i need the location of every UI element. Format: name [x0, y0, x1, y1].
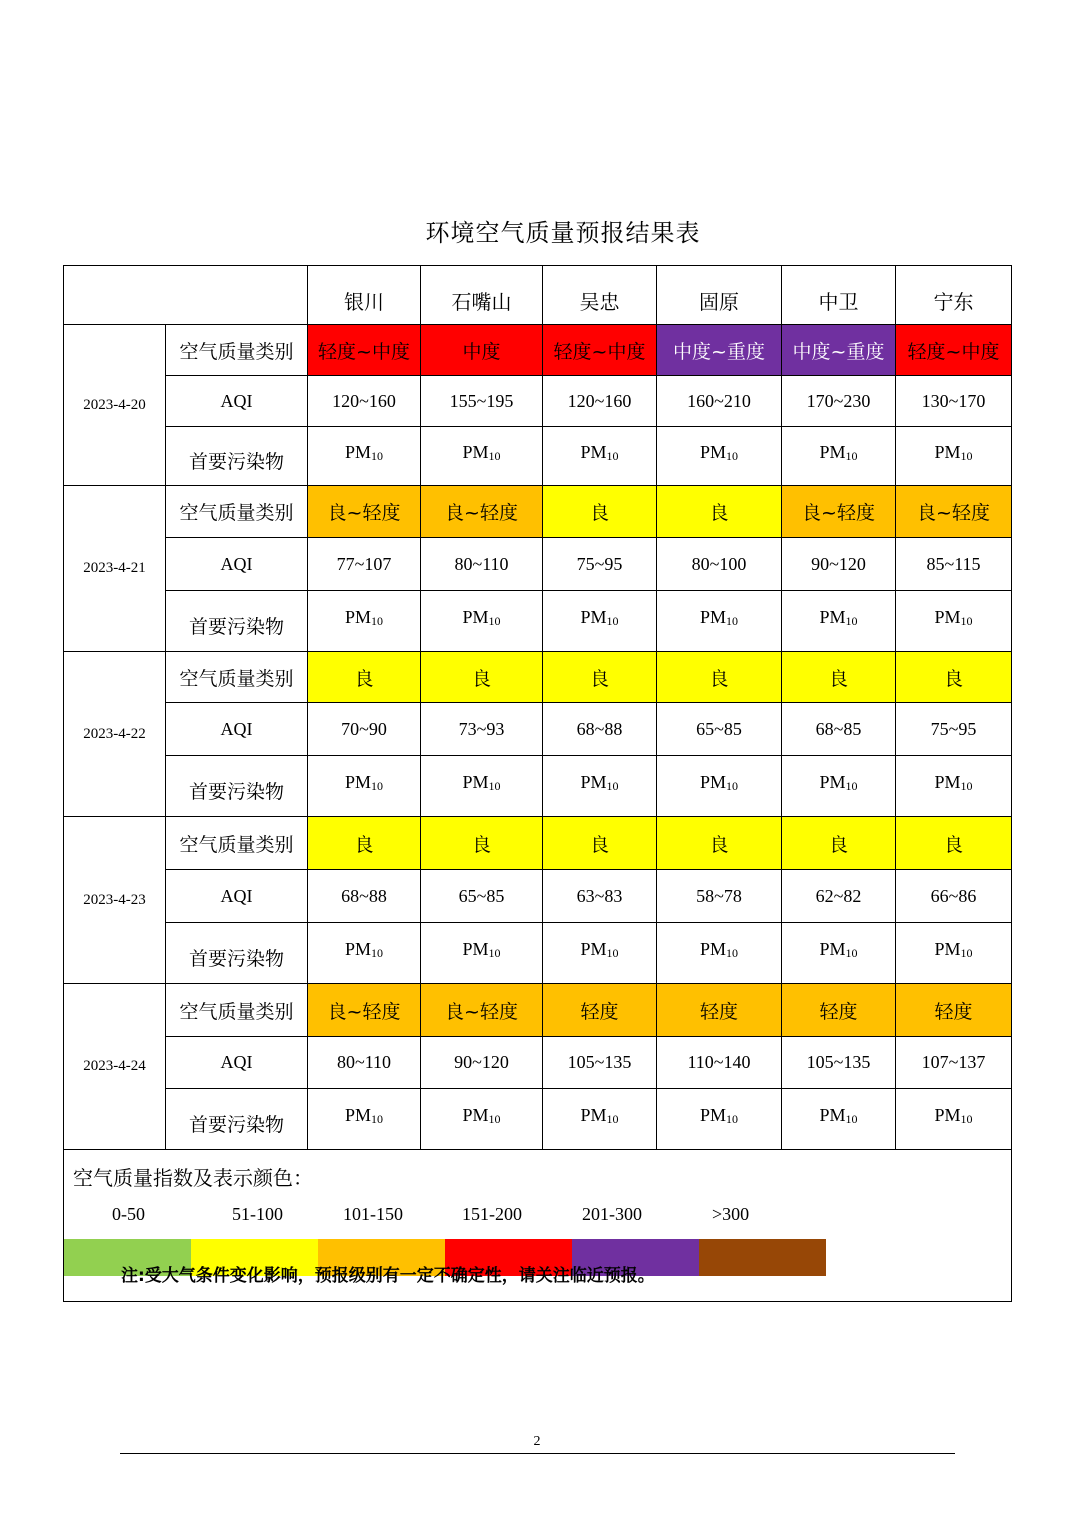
- category-cell: 良: [657, 652, 782, 703]
- pollutant-subscript: 10: [960, 449, 973, 463]
- pollutant-name: PM: [580, 1105, 607, 1125]
- pollutant-cell: [308, 427, 421, 486]
- legend-ranges: [64, 1204, 864, 1228]
- pollutant-name: PM: [699, 1105, 726, 1125]
- aqi-cell: 160~210: [657, 376, 782, 427]
- legend-swatch: [699, 1239, 826, 1276]
- aqi-row: [64, 870, 1012, 923]
- pollutant-cell: [421, 1089, 543, 1150]
- aqi-cell: 80~110: [421, 538, 543, 591]
- pollutant-name: PM: [344, 442, 371, 462]
- pollutant-subscript: 10: [845, 1112, 858, 1126]
- city-header: 银川: [308, 266, 421, 325]
- pollutant-subscript: 10: [606, 946, 619, 960]
- pollutant-cell: [782, 427, 896, 486]
- pollutant-subscript: 10: [726, 614, 738, 628]
- pollutant-row: [64, 427, 1012, 486]
- pollutant-cell: [657, 427, 782, 486]
- pollutant-subscript: 10: [371, 1112, 383, 1126]
- category-cell: 良: [896, 817, 1012, 870]
- aqi-cell: 58~78: [657, 870, 782, 923]
- pollutant-subscript: 10: [488, 779, 501, 793]
- aqi-cell: 105~135: [782, 1037, 896, 1089]
- pollutant-cell: [896, 756, 1012, 817]
- pollutant-name: PM: [699, 939, 726, 959]
- aqi-row: [64, 1037, 1012, 1089]
- legend-range-label: 101-150: [343, 1204, 403, 1224]
- category-row: [64, 486, 1012, 538]
- pollutant-cell: [421, 427, 543, 486]
- pollutant-cell: [782, 923, 896, 984]
- category-cell: 良: [782, 652, 896, 703]
- category-cell: 良: [543, 652, 657, 703]
- aqi-label: AQI: [166, 538, 308, 591]
- category-cell: 良~轻度: [421, 984, 543, 1037]
- category-cell: 轻度~中度: [543, 325, 657, 376]
- pollutant-subscript: 10: [960, 779, 973, 793]
- aqi-cell: 120~160: [308, 376, 421, 427]
- pollutant-row: [64, 1089, 1012, 1150]
- aqi-cell: 65~85: [657, 703, 782, 756]
- pollutant-name: PM: [934, 442, 961, 462]
- pollutant-cell: [308, 1089, 421, 1150]
- pollutant-subscript: 10: [488, 449, 501, 463]
- aqi-cell: 80~100: [657, 538, 782, 591]
- category-label: 空气质量类别: [166, 984, 308, 1037]
- pollutant-name: PM: [580, 442, 607, 462]
- category-row: [64, 325, 1012, 376]
- pollutant-cell: [782, 756, 896, 817]
- city-header: 固原: [657, 266, 782, 325]
- pollutant-cell: [896, 1089, 1012, 1150]
- header-row: [64, 266, 1012, 325]
- pollutant-row: [64, 756, 1012, 817]
- pollutant-cell: [657, 923, 782, 984]
- pollutant-subscript: 10: [606, 614, 619, 628]
- legend-title: 空气质量指数及表示颜色：: [73, 1166, 313, 1190]
- pollutant-name: PM: [934, 607, 961, 627]
- pollutant-subscript: 10: [845, 779, 858, 793]
- city-header: 中卫: [782, 266, 896, 325]
- category-cell: 良: [657, 817, 782, 870]
- category-cell: 中度~重度: [657, 325, 782, 376]
- pollutant-cell: [543, 591, 657, 652]
- pollutant-cell: [543, 427, 657, 486]
- pollutant-label: 首要污染物: [166, 756, 308, 817]
- pollutant-subscript: 10: [606, 449, 619, 463]
- aqi-cell: 107~137: [896, 1037, 1012, 1089]
- category-cell: 良: [308, 652, 421, 703]
- pollutant-cell: [543, 923, 657, 984]
- pollutant-subscript: 10: [371, 946, 383, 960]
- category-cell: 良: [782, 817, 896, 870]
- date-cell: 2023-4-24: [64, 984, 166, 1150]
- city-header: 吴忠: [543, 266, 657, 325]
- city-header: 石嘴山: [421, 266, 543, 325]
- pollutant-subscript: 10: [960, 1112, 973, 1126]
- category-label: 空气质量类别: [166, 486, 308, 538]
- category-label: 空气质量类别: [166, 652, 308, 703]
- aqi-label: AQI: [166, 703, 308, 756]
- aqi-row: [64, 538, 1012, 591]
- date-cell: 2023-4-22: [64, 652, 166, 817]
- aqi-cell: 68~88: [543, 703, 657, 756]
- air-quality-forecast-table: [63, 265, 1012, 1302]
- pollutant-subscript: 10: [488, 1112, 501, 1126]
- category-row: [64, 984, 1012, 1037]
- aqi-cell: 85~115: [896, 538, 1012, 591]
- pollutant-subscript: 10: [726, 1112, 738, 1126]
- corner-cell: [64, 266, 308, 325]
- legend-range-label: 0-50: [112, 1204, 145, 1224]
- aqi-cell: 73~93: [421, 703, 543, 756]
- pollutant-cell: [782, 591, 896, 652]
- pollutant-name: PM: [699, 607, 726, 627]
- pollutant-name: PM: [462, 442, 489, 462]
- category-cell: 良: [543, 817, 657, 870]
- category-cell: 良: [421, 652, 543, 703]
- category-cell: 良: [308, 817, 421, 870]
- date-cell: 2023-4-21: [64, 486, 166, 652]
- category-cell: 轻度~中度: [896, 325, 1012, 376]
- pollutant-name: PM: [819, 607, 846, 627]
- aqi-cell: 170~230: [782, 376, 896, 427]
- document-title: 环境空气质量预报结果表: [425, 219, 701, 247]
- pollutant-subscript: 10: [606, 1112, 619, 1126]
- pollutant-name: PM: [344, 772, 371, 792]
- pollutant-name: PM: [344, 607, 371, 627]
- aqi-cell: 80~110: [308, 1037, 421, 1089]
- pollutant-cell: [896, 427, 1012, 486]
- aqi-cell: 66~86: [896, 870, 1012, 923]
- pollutant-subscript: 10: [488, 614, 501, 628]
- pollutant-cell: [308, 591, 421, 652]
- pollutant-name: PM: [819, 772, 846, 792]
- aqi-label: AQI: [166, 1037, 308, 1089]
- aqi-cell: 68~85: [782, 703, 896, 756]
- pollutant-cell: [543, 1089, 657, 1150]
- pollutant-subscript: 10: [960, 946, 973, 960]
- pollutant-subscript: 10: [845, 614, 858, 628]
- aqi-cell: 75~95: [543, 538, 657, 591]
- pollutant-name: PM: [462, 607, 489, 627]
- pollutant-cell: [308, 923, 421, 984]
- aqi-cell: 77~107: [308, 538, 421, 591]
- city-header: 宁东: [896, 266, 1012, 325]
- pollutant-name: PM: [462, 1105, 489, 1125]
- pollutant-subscript: 10: [606, 779, 619, 793]
- pollutant-name: PM: [344, 939, 371, 959]
- aqi-cell: 62~82: [782, 870, 896, 923]
- page-number: 2: [533, 1434, 541, 1449]
- pollutant-subscript: 10: [371, 614, 383, 628]
- category-cell: 良~轻度: [782, 486, 896, 538]
- pollutant-row: [64, 923, 1012, 984]
- pollutant-name: PM: [934, 1105, 961, 1125]
- pollutant-cell: [543, 756, 657, 817]
- pollutant-cell: [421, 923, 543, 984]
- legend-range-label: 151-200: [462, 1204, 522, 1224]
- pollutant-label: 首要污染物: [166, 591, 308, 652]
- pollutant-subscript: 10: [371, 449, 383, 463]
- pollutant-name: PM: [699, 442, 726, 462]
- pollutant-name: PM: [699, 772, 726, 792]
- pollutant-name: PM: [934, 772, 961, 792]
- category-cell: 中度~重度: [782, 325, 896, 376]
- aqi-cell: 68~88: [308, 870, 421, 923]
- pollutant-name: PM: [462, 939, 489, 959]
- aqi-cell: 105~135: [543, 1037, 657, 1089]
- category-label: 空气质量类别: [166, 325, 308, 376]
- pollutant-subscript: 10: [488, 946, 501, 960]
- category-label: 空气质量类别: [166, 817, 308, 870]
- pollutant-subscript: 10: [845, 946, 858, 960]
- category-cell: 良~轻度: [896, 486, 1012, 538]
- aqi-cell: 63~83: [543, 870, 657, 923]
- date-cell: 2023-4-20: [64, 325, 166, 486]
- pollutant-cell: [896, 591, 1012, 652]
- legend-range-label: >300: [712, 1204, 750, 1224]
- pollutant-name: PM: [580, 607, 607, 627]
- aqi-row: [64, 703, 1012, 756]
- pollutant-subscript: 10: [960, 614, 973, 628]
- category-cell: 良~轻度: [308, 984, 421, 1037]
- aqi-label: AQI: [166, 870, 308, 923]
- legend-range-label: 51-100: [232, 1204, 283, 1224]
- category-cell: 良: [421, 817, 543, 870]
- aqi-cell: 75~95: [896, 703, 1012, 756]
- category-cell: 中度: [421, 325, 543, 376]
- pollutant-name: PM: [344, 1105, 371, 1125]
- pollutant-name: PM: [580, 939, 607, 959]
- pollutant-cell: [782, 1089, 896, 1150]
- date-cell: 2023-4-23: [64, 817, 166, 984]
- pollutant-cell: [896, 923, 1012, 984]
- aqi-label: AQI: [166, 376, 308, 427]
- aqi-cell: 65~85: [421, 870, 543, 923]
- aqi-cell: 110~140: [657, 1037, 782, 1089]
- pollutant-cell: [657, 591, 782, 652]
- category-cell: 轻度: [896, 984, 1012, 1037]
- category-cell: 良~轻度: [421, 486, 543, 538]
- pollutant-cell: [657, 756, 782, 817]
- category-cell: 良: [896, 652, 1012, 703]
- pollutant-name: PM: [819, 939, 846, 959]
- category-cell: 轻度: [782, 984, 896, 1037]
- pollutant-subscript: 10: [726, 946, 738, 960]
- pollutant-cell: [657, 1089, 782, 1150]
- category-row: [64, 652, 1012, 703]
- pollutant-subscript: 10: [371, 779, 383, 793]
- category-cell: 良~轻度: [308, 486, 421, 538]
- aqi-cell: 70~90: [308, 703, 421, 756]
- pollutant-subscript: 10: [726, 449, 738, 463]
- pollutant-name: PM: [819, 442, 846, 462]
- aqi-cell: 90~120: [421, 1037, 543, 1089]
- forecast-note: 注:受大气条件变化影响，预报级别有一定不确定性，请关注临近预报。: [121, 1266, 655, 1286]
- pollutant-label: 首要污染物: [166, 427, 308, 486]
- pollutant-name: PM: [462, 772, 489, 792]
- aqi-cell: 130~170: [896, 376, 1012, 427]
- pollutant-cell: [421, 756, 543, 817]
- category-cell: 轻度~中度: [308, 325, 421, 376]
- pollutant-label: 首要污染物: [166, 1089, 308, 1150]
- pollutant-subscript: 10: [845, 449, 858, 463]
- category-cell: 轻度: [543, 984, 657, 1037]
- footer-rule: [120, 1453, 955, 1454]
- pollutant-subscript: 10: [726, 779, 738, 793]
- aqi-cell: 120~160: [543, 376, 657, 427]
- pollutant-name: PM: [580, 772, 607, 792]
- aqi-cell: 90~120: [782, 538, 896, 591]
- category-cell: 良: [657, 486, 782, 538]
- aqi-row: [64, 376, 1012, 427]
- pollutant-name: PM: [819, 1105, 846, 1125]
- pollutant-name: PM: [934, 939, 961, 959]
- legend-range-label: 201-300: [582, 1204, 642, 1224]
- pollutant-cell: [421, 591, 543, 652]
- aqi-cell: 155~195: [421, 376, 543, 427]
- category-cell: 轻度: [657, 984, 782, 1037]
- pollutant-label: 首要污染物: [166, 923, 308, 984]
- category-row: [64, 817, 1012, 870]
- category-cell: 良: [543, 486, 657, 538]
- pollutant-cell: [308, 756, 421, 817]
- pollutant-row: [64, 591, 1012, 652]
